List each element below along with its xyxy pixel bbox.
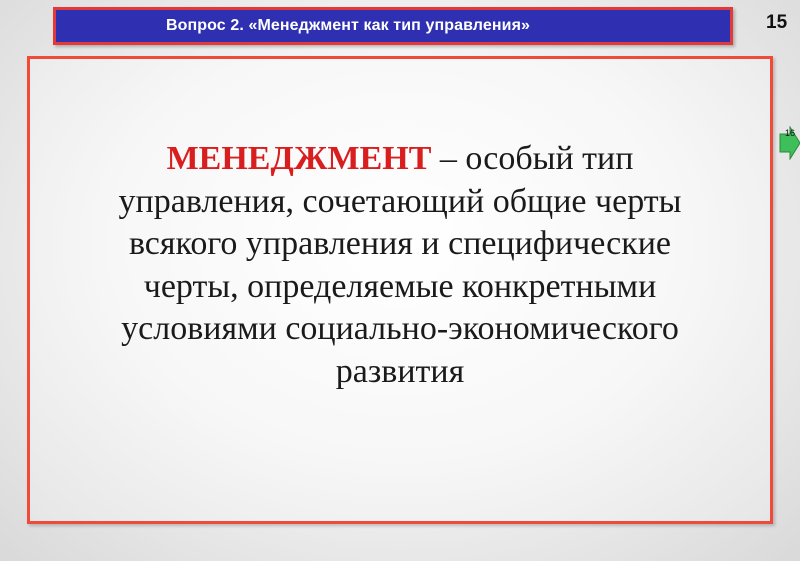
next-slide-label: 16 [784,128,795,138]
definition-body: – особый тип управления, сочетающий общие черты всякого управления и специфические черты, определяемые конкретными условиями социально-экономического развития [118,140,682,390]
title-banner [53,7,733,45]
definition-text [100,138,700,393]
slide-number: 15 [766,12,788,33]
slide-title: Вопрос 2. «Менеджмент как тип управления» [165,17,530,34]
definition-term: МЕНЕДЖМЕНТ [166,140,432,177]
next-slide-button[interactable] [779,126,800,160]
definition-frame [27,56,773,524]
